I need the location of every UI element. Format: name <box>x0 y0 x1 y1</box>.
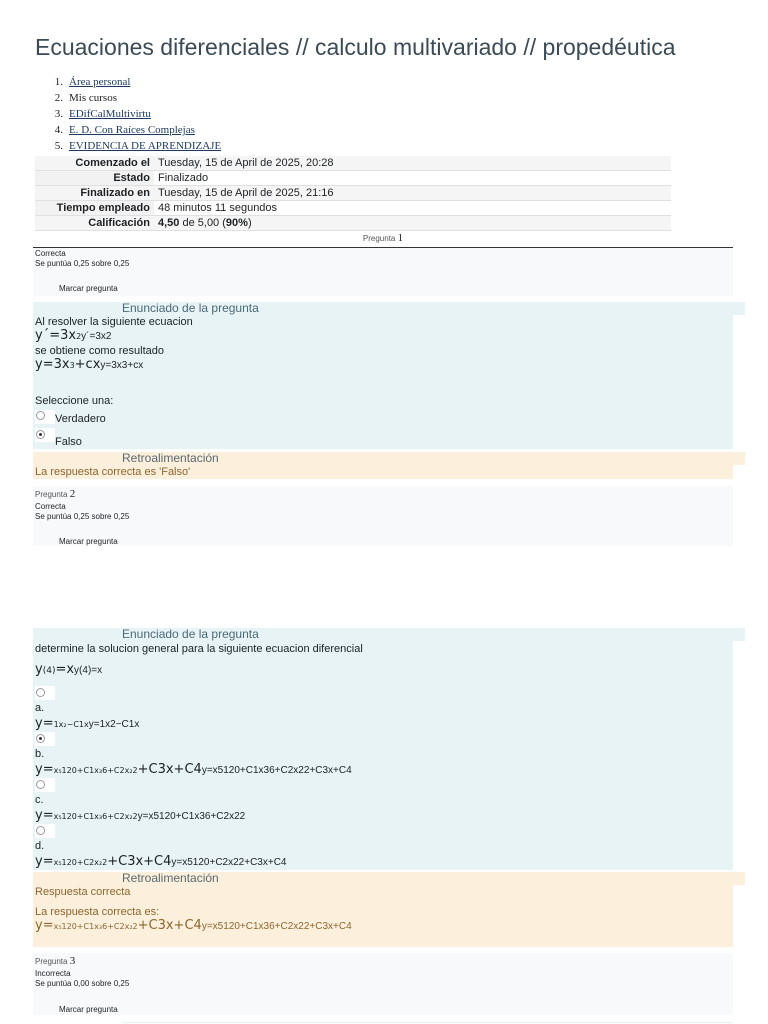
question-word: Pregunta <box>35 957 68 966</box>
question-text-label: Enunciado de la pregunta <box>122 301 259 315</box>
math-alt-text: y´=3x2 <box>81 331 112 342</box>
question-text-header <box>33 302 745 315</box>
math-alt-text: y=3x3+cx <box>100 360 144 371</box>
option-letter: a. <box>35 702 45 714</box>
math-main: =x <box>55 662 75 677</box>
breadcrumb-item <box>35 90 221 106</box>
option-label: Falso <box>55 436 82 448</box>
breadcrumb-number: 3. <box>54 108 63 120</box>
math-main: y= <box>35 716 54 731</box>
table-row <box>35 156 671 171</box>
math-alt-text: y=x5120+C1x36+C2x22+C3x+C4 <box>201 921 352 932</box>
flag-question-link[interactable]: Marcar pregunta <box>59 1005 118 1014</box>
grade-close: ) <box>247 217 252 229</box>
question-points: Se puntúa 0,25 sobre 0,25 <box>35 512 130 521</box>
row-value: Tuesday, 15 de April de 2025, 20:28 <box>154 156 671 171</box>
table-row <box>35 216 671 231</box>
option-letter: d. <box>35 840 45 852</box>
math-exponent: 3 <box>69 361 75 370</box>
row-label: Comenzado el <box>35 156 154 171</box>
question-status: Incorrecta <box>35 969 71 978</box>
math-alt-text: y(4)=x <box>74 665 103 676</box>
page-title: Ecuaciones diferenciales // calculo multivariado // propedéutica <box>35 34 676 60</box>
breadcrumb-link-area-personal[interactable]: Área personal <box>69 76 131 88</box>
table-row <box>35 171 671 186</box>
question-points: Se puntúa 0,00 sobre 0,25 <box>35 979 130 988</box>
grade-score: 4,50 <box>158 217 180 229</box>
math-main: +cx <box>74 357 101 372</box>
math-alt-text: y=x5120+C1x36+C2x22 <box>137 811 246 822</box>
radio-option-d[interactable] <box>36 826 45 835</box>
math-equation <box>35 328 111 343</box>
math-main: +C3x+C4 <box>137 762 202 777</box>
breadcrumb-item[interactable] <box>35 138 221 154</box>
option-letter: b. <box>35 748 45 760</box>
math-alt-text: y=x5120+C2x22+C3x+C4 <box>171 857 287 868</box>
question-points: Se puntúa 0,25 sobre 0,25 <box>35 259 130 268</box>
radio-option-a[interactable] <box>36 688 45 697</box>
feedback-status: Respuesta correcta <box>35 886 131 898</box>
breadcrumb-number: 5. <box>54 140 63 152</box>
math-main: y= <box>35 918 54 933</box>
question-text: determine la solucion general para la siguiente ecuacion diferencial <box>35 643 363 655</box>
correct-answer-math <box>35 918 352 933</box>
flag-question-link[interactable]: Marcar pregunta <box>59 284 118 293</box>
row-value: Finalizado <box>154 171 671 186</box>
option-c-math <box>35 808 245 823</box>
math-fraction: x₅120+C1x₃6+C2x₂2 <box>53 812 138 821</box>
option-letter: c. <box>35 794 44 806</box>
question-info-panel <box>33 953 733 1015</box>
math-exponent: 2 <box>76 332 82 341</box>
breadcrumb-number: 4. <box>54 124 63 136</box>
row-label: Estado <box>35 171 154 186</box>
breadcrumb-item[interactable] <box>35 122 221 138</box>
radio-option-b[interactable] <box>36 734 45 743</box>
math-alt-text: y=x5120+C1x36+C2x22+C3x+C4 <box>201 765 352 776</box>
option-a-math <box>35 716 139 731</box>
row-label: Finalizado en <box>35 186 154 201</box>
math-main: y= <box>35 854 54 869</box>
grade-of: de 5,00 ( <box>179 217 226 229</box>
breadcrumb-link-activity[interactable]: EVIDENCIA DE APRENDIZAJE <box>69 140 222 152</box>
math-alt-text: y=1x2−C1x <box>88 719 140 730</box>
question-formulation <box>33 641 733 870</box>
row-label: Calificación <box>35 216 154 231</box>
radio-option-c[interactable] <box>36 780 45 789</box>
math-main: y <box>35 662 43 677</box>
math-fraction: x₅120+C1x₃6+C2x₂2 <box>53 766 138 775</box>
breadcrumb-number: 2. <box>54 92 63 104</box>
question-number: 2 <box>69 488 76 500</box>
question-info-panel <box>33 486 733 546</box>
question-number: 3 <box>69 955 76 967</box>
table-row <box>35 201 671 216</box>
math-fraction: x₅120+C2x₂2 <box>53 858 108 867</box>
row-value: Tuesday, 15 de April de 2025, 21:16 <box>154 186 671 201</box>
answer-prompt: Seleccione una: <box>35 395 114 407</box>
math-main: +C3x+C4 <box>137 918 202 933</box>
breadcrumb-text-mis-cursos: Mis cursos <box>69 92 117 104</box>
feedback-panel <box>33 465 733 479</box>
breadcrumb-item[interactable] <box>35 106 221 122</box>
question-heading <box>33 232 733 244</box>
question-formulation <box>33 315 733 449</box>
option-label: Verdadero <box>55 413 106 425</box>
breadcrumb <box>35 74 221 154</box>
math-fraction: 1x₂−C1x <box>53 720 89 729</box>
row-value: 48 minutos 11 segundos <box>154 201 671 216</box>
question-heading <box>35 488 75 500</box>
question-status: Correcta <box>35 249 66 258</box>
radio-verdadero[interactable] <box>36 411 45 420</box>
math-main: y´=3x <box>35 328 77 343</box>
divider <box>122 1022 733 1023</box>
math-main: y= <box>35 808 54 823</box>
feedback-header-label: Retroalimentación <box>122 871 219 885</box>
correct-answer-text: La respuesta correcta es 'Falso' <box>35 466 191 478</box>
breadcrumb-number: 1. <box>54 76 63 88</box>
math-main: +C3x+C4 <box>107 854 172 869</box>
question-status: Correcta <box>35 502 66 511</box>
flag-question-link[interactable]: Marcar pregunta <box>59 537 118 546</box>
breadcrumb-item[interactable] <box>35 74 221 90</box>
math-main: y= <box>35 762 54 777</box>
question-info-panel <box>33 248 733 296</box>
option-b-math <box>35 762 352 777</box>
breadcrumb-link-course[interactable]: EDifCalMultivirtu <box>69 108 151 120</box>
math-equation <box>35 662 102 677</box>
feedback-header <box>33 452 745 465</box>
question-word: Pregunta <box>362 234 396 243</box>
grade-value <box>154 216 671 231</box>
question-text-header <box>33 628 745 641</box>
math-equation <box>35 357 143 372</box>
feedback-intro: La respuesta correcta es: <box>35 906 160 918</box>
question-word: Pregunta <box>35 490 68 499</box>
table-row <box>35 186 671 201</box>
math-order: (4) <box>42 666 56 676</box>
breadcrumb-link-section[interactable]: E. D. Con Raíces Complejas <box>69 124 195 136</box>
question-text-label: Enunciado de la pregunta <box>122 627 259 641</box>
question-text: se obtiene como resultado <box>35 345 165 357</box>
row-label: Tiempo empleado <box>35 201 154 216</box>
option-d-math <box>35 854 286 869</box>
question-heading <box>35 955 75 967</box>
grade-percent: 90% <box>225 217 248 229</box>
math-fraction: x₅120+C1x₃6+C2x₂2 <box>53 922 138 931</box>
feedback-header <box>33 872 745 885</box>
question-number: 1 <box>397 232 404 244</box>
question-text: Al resolver la siguiente ecuacion <box>35 316 193 328</box>
radio-falso[interactable] <box>36 430 45 439</box>
attempt-summary-table <box>35 156 671 231</box>
feedback-header-label: Retroalimentación <box>122 451 219 465</box>
math-main: y=3x <box>35 357 70 372</box>
